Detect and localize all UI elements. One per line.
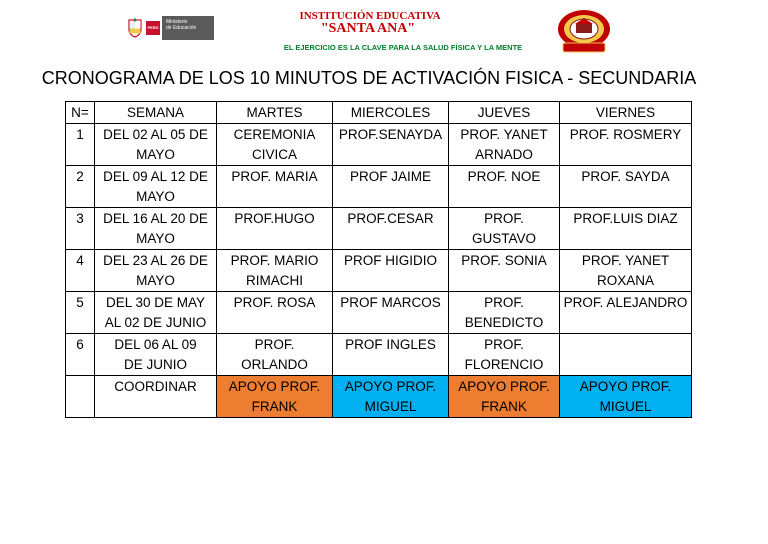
cell-line1: PROF. <box>484 295 524 310</box>
header-tuesday: MARTES <box>217 102 333 124</box>
row-number: 1 <box>66 124 95 166</box>
school-name: "SANTA ANA" <box>320 21 416 36</box>
support-cell-tuesday <box>217 376 333 418</box>
header-week: SEMANA <box>95 102 217 124</box>
cell-line1: PROF. MARIO <box>230 253 319 268</box>
cell-line1: PROF HIGIDIO <box>343 253 437 268</box>
week-line2: MAYO <box>136 273 175 288</box>
week-line2: MAYO <box>136 189 175 204</box>
coordinator-row <box>66 376 692 418</box>
table-row <box>66 250 692 292</box>
week-line2: DE JUNIO <box>123 357 187 372</box>
friday-cell <box>560 292 692 334</box>
cell-line1: PROF.CESAR <box>347 211 434 226</box>
cell-line1: PROF JAIME <box>349 169 431 184</box>
ministry-line1: Ministerio <box>166 18 188 25</box>
cell-line1: PROF. ROSMERY <box>569 127 682 142</box>
support-cell-wednesday <box>333 376 449 418</box>
cell-line1: APOYO PROF. <box>458 379 550 394</box>
cell-line2: FLORENCIO <box>464 357 544 372</box>
cell-line1: PROF. SAYDA <box>581 169 670 184</box>
friday-cell <box>560 250 692 292</box>
ministry-line2: de Educación <box>166 24 197 31</box>
cell-line1: PROF. <box>484 337 524 352</box>
row-number: 4 <box>66 250 95 292</box>
tuesday-cell <box>217 250 333 292</box>
coordinator-label: COORDINAR <box>95 376 217 418</box>
week-line2: MAYO <box>136 147 175 162</box>
table-row <box>66 208 692 250</box>
week-line2: AL 02 DE JUNIO <box>104 315 207 330</box>
cell-line1: APOYO PROF. <box>579 379 672 394</box>
row-number: 3 <box>66 208 95 250</box>
header-number: N= <box>66 102 95 124</box>
cell-line1: APOYO PROF. <box>228 379 321 394</box>
cell-line1: PROF. <box>254 337 295 352</box>
friday-cell <box>560 334 692 376</box>
week-cell <box>95 292 217 334</box>
table-row <box>66 292 692 334</box>
cell-line2: MIGUEL <box>599 399 652 414</box>
school-crest-icon <box>555 9 613 54</box>
row-number: 2 <box>66 166 95 208</box>
table-header-row <box>66 102 692 124</box>
cell-line2: ARNADO <box>475 147 533 162</box>
cell-line2: RIMACHI <box>246 273 303 288</box>
row-number: 5 <box>66 292 95 334</box>
week-line1: DEL 30 DE MAY <box>105 295 206 310</box>
cell-line1: PROF. SONIA <box>461 253 547 268</box>
week-line1: DEL 23 AL 26 DE <box>103 253 208 268</box>
header-wednesday: MIERCOLES <box>333 102 449 124</box>
cell-line2: ORLANDO <box>241 357 308 372</box>
tuesday-cell <box>217 292 333 334</box>
wednesday-cell <box>333 208 449 250</box>
cell-line2: CIVICA <box>251 147 297 162</box>
cell-line1: PROF. NOE <box>467 169 541 184</box>
cell-line1: PROF. YANET <box>581 253 670 268</box>
week-cell <box>95 334 217 376</box>
cell-line1: CEREMONIA <box>233 127 316 142</box>
week-cell <box>95 250 217 292</box>
row-number: 6 <box>66 334 95 376</box>
tuesday-cell <box>217 166 333 208</box>
thursday-cell <box>449 292 560 334</box>
table-row <box>66 334 692 376</box>
thursday-cell <box>449 334 560 376</box>
week-line2: MAYO <box>136 231 175 246</box>
tuesday-cell <box>217 334 333 376</box>
week-cell <box>95 124 217 166</box>
cell-line2: ROXANA <box>596 273 654 288</box>
thursday-cell <box>449 208 560 250</box>
week-line1: DEL 16 AL 20 DE <box>103 211 208 226</box>
school-motto: EL EJERCICIO ES LA CLAVE PARA LA SALUD FÍSICA Y LA MENTE <box>283 43 523 52</box>
cell-line2: BENEDICTO <box>464 315 544 330</box>
support-cell-friday <box>560 376 692 418</box>
cell-line1: PROF.SENAYDA <box>338 127 443 142</box>
cell-line2: FRANK <box>251 399 298 414</box>
cell-line2: GUSTAVO <box>471 231 536 246</box>
cell-line1: PROF. ROSA <box>233 295 316 310</box>
support-cell-thursday <box>449 376 560 418</box>
wednesday-cell <box>333 292 449 334</box>
week-line1: DEL 02 AL 05 DE <box>103 127 208 142</box>
cell-line1: PROF. YANET <box>460 127 548 142</box>
friday-cell <box>560 124 692 166</box>
wednesday-cell <box>333 166 449 208</box>
thursday-cell <box>449 124 560 166</box>
tuesday-cell <box>217 124 333 166</box>
table-row <box>66 124 692 166</box>
friday-cell <box>560 208 692 250</box>
cell-line2: FRANK <box>481 399 527 414</box>
row-number <box>66 376 95 418</box>
tuesday-cell <box>217 208 333 250</box>
document-title: CRONOGRAMA DE LOS 10 MINUTOS DE ACTIVACIÓN FISICA - SECUNDARIA <box>41 68 697 88</box>
cell-line1: PROF INGLES <box>345 337 436 352</box>
wednesday-cell <box>333 250 449 292</box>
cell-line1: APOYO PROF. <box>344 379 437 394</box>
cell-line1: PROF.HUGO <box>234 211 315 226</box>
cell-line1: PROF MARCOS <box>340 295 441 310</box>
wednesday-cell <box>333 334 449 376</box>
cell-line1: PROF. MARIA <box>231 169 318 184</box>
peru-badge: PERÚ <box>146 21 160 35</box>
cell-line2: MIGUEL <box>364 399 417 414</box>
thursday-cell <box>449 166 560 208</box>
header-friday: VIERNES <box>560 102 692 124</box>
schedule-table <box>65 101 692 418</box>
school-label: INSTITUCIÓN EDUCATIVA <box>299 10 441 22</box>
week-cell <box>95 208 217 250</box>
week-line1: DEL 09 AL 12 DE <box>103 169 208 184</box>
wednesday-cell <box>333 124 449 166</box>
header-thursday: JUEVES <box>449 102 560 124</box>
cell-line1: PROF. <box>484 211 524 226</box>
thursday-cell <box>449 250 560 292</box>
week-line1: DEL 06 AL 09 <box>114 337 197 352</box>
table-row <box>66 166 692 208</box>
friday-cell <box>560 166 692 208</box>
week-cell <box>95 166 217 208</box>
cell-line1: PROF.LUIS DIAZ <box>573 211 678 226</box>
cell-line1: PROF. ALEJANDRO <box>563 295 688 310</box>
